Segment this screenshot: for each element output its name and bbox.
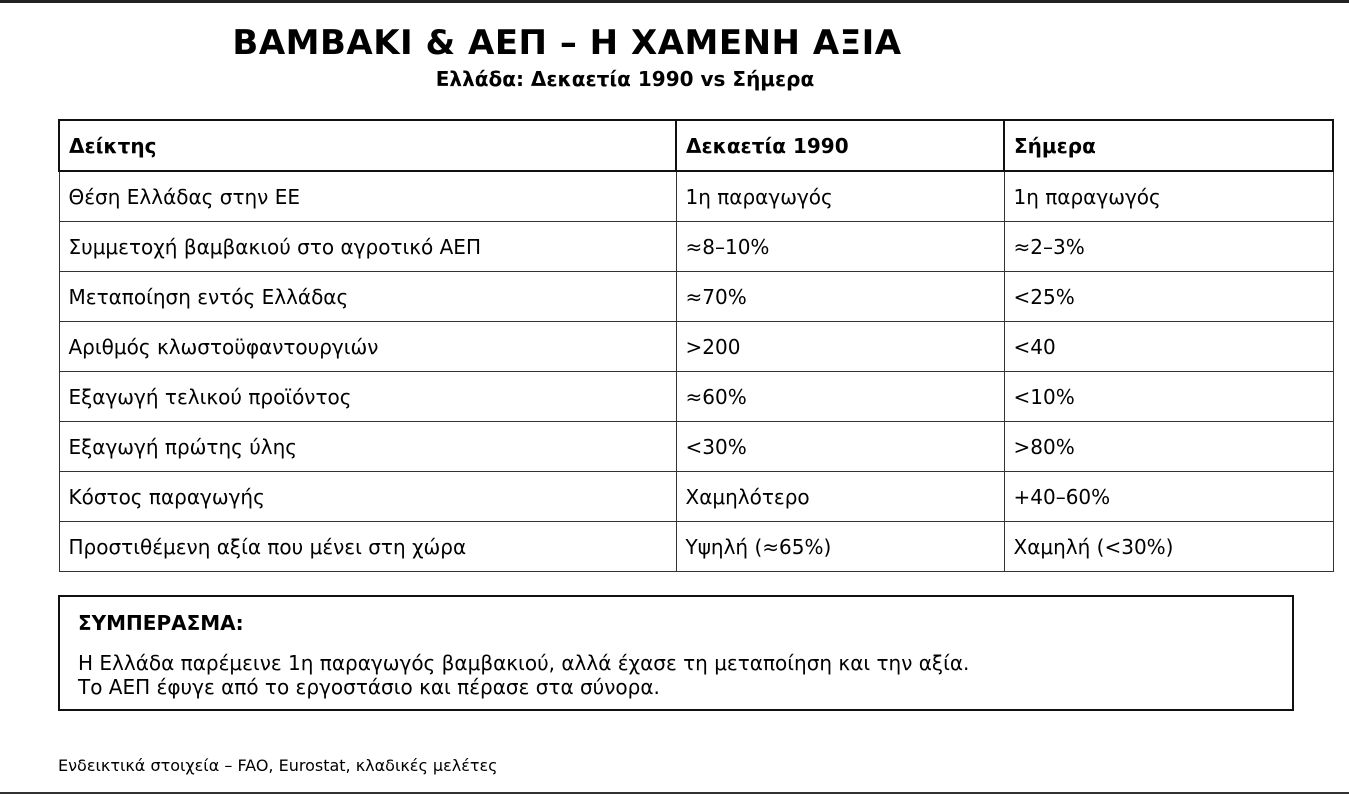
- table-row: [59, 422, 1333, 472]
- table-row: [59, 372, 1333, 422]
- table-row: [59, 522, 1333, 572]
- value-today-cell: +40–60%: [1004, 472, 1333, 522]
- value-1990s-cell: Χαμηλότερο: [676, 472, 1004, 522]
- column-header-indicator: Δείκτης: [59, 120, 676, 171]
- value-today-cell: Χαμηλή (<30%): [1004, 522, 1333, 572]
- page-title: ΒΑΜΒΑΚΙ & ΑΕΠ – Η ΧΑΜΕΝΗ ΑΞΙΑ: [232, 23, 902, 63]
- conclusion-line: Το ΑΕΠ έφυγε από το εργοστάσιο και πέρασε στα σύνορα.: [78, 675, 660, 699]
- indicator-cell: Εξαγωγή πρώτης ύλης: [59, 422, 676, 472]
- column-header-today: Σήμερα: [1004, 120, 1333, 171]
- value-today-cell: >80%: [1004, 422, 1333, 472]
- indicator-cell: Θέση Ελλάδας στην ΕΕ: [59, 171, 676, 222]
- indicator-cell: Προστιθέμενη αξία που μένει στη χώρα: [59, 522, 676, 572]
- value-1990s-cell: ≈8–10%: [676, 222, 1004, 272]
- table-row: [59, 222, 1333, 272]
- conclusion-line: Η Ελλάδα παρέμεινε 1η παραγωγός βαμβακιού, αλλά έχασε τη μεταποίηση και την αξία.: [78, 651, 970, 675]
- value-1990s-cell: <30%: [676, 422, 1004, 472]
- value-1990s-cell: ≈60%: [676, 372, 1004, 422]
- value-today-cell: 1η παραγωγός: [1004, 171, 1333, 222]
- column-header-1990s: Δεκαετία 1990: [676, 120, 1004, 171]
- table-row: [59, 472, 1333, 522]
- value-1990s-cell: >200: [676, 322, 1004, 372]
- page-subtitle: Ελλάδα: Δεκαετία 1990 vs Σήμερα: [435, 67, 815, 91]
- indicator-cell: Κόστος παραγωγής: [59, 472, 676, 522]
- value-today-cell: <40: [1004, 322, 1333, 372]
- conclusion-box: [58, 595, 1294, 711]
- source-note: Ενδεικτικά στοιχεία – FAO, Eurostat, κλαδικές μελέτες: [58, 756, 498, 775]
- value-today-cell: <10%: [1004, 372, 1333, 422]
- value-1990s-cell: Υψηλή (≈65%): [676, 522, 1004, 572]
- top-border: [0, 0, 1349, 3]
- conclusion-title: ΣΥΜΠΕΡΑΣΜΑ:: [78, 611, 244, 635]
- value-1990s-cell: ≈70%: [676, 272, 1004, 322]
- value-today-cell: ≈2–3%: [1004, 222, 1333, 272]
- table-row: [59, 322, 1333, 372]
- comparison-table: [58, 119, 1334, 572]
- indicator-cell: Μεταποίηση εντός Ελλάδας: [59, 272, 676, 322]
- table-row: [59, 171, 1333, 222]
- bottom-border: [0, 792, 1349, 794]
- indicator-cell: Συμμετοχή βαμβακιού στο αγροτικό ΑΕΠ: [59, 222, 676, 272]
- table-header-row: [59, 120, 1333, 171]
- indicator-cell: Αριθμός κλωστοϋφαντουργιών: [59, 322, 676, 372]
- table-row: [59, 272, 1333, 322]
- indicator-cell: Εξαγωγή τελικού προϊόντος: [59, 372, 676, 422]
- value-today-cell: <25%: [1004, 272, 1333, 322]
- value-1990s-cell: 1η παραγωγός: [676, 171, 1004, 222]
